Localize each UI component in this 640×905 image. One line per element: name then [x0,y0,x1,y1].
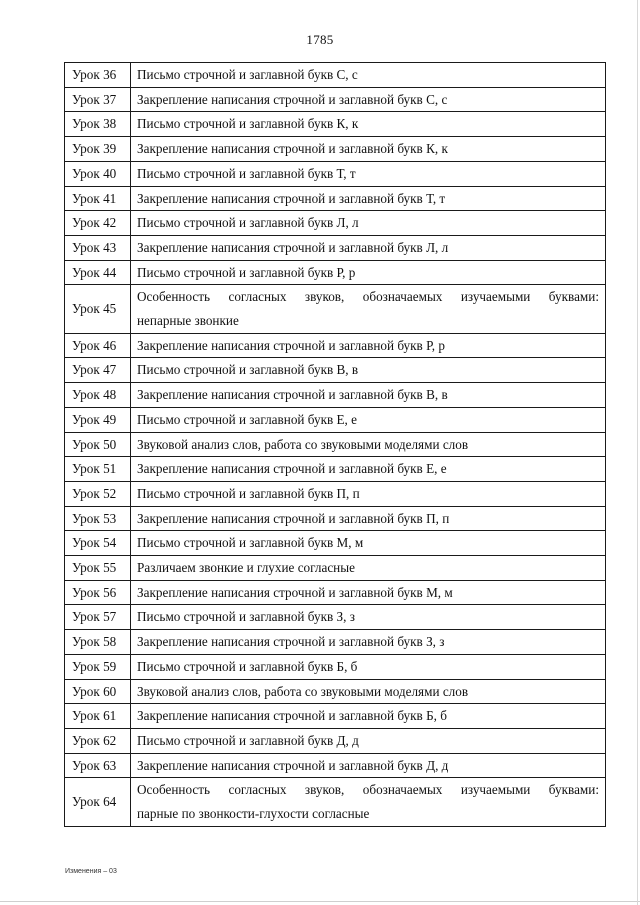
lessons-table-body [65,63,606,827]
lesson-topic: Письмо строчной и заглавной букв К, к [131,112,606,137]
lesson-topic: Письмо строчной и заглавной букв Б, б [131,654,606,679]
lesson-number: Урок 47 [65,358,131,383]
lesson-topic-line: парные по звонкости-глухости согласные [137,806,370,822]
lesson-number: Урок 38 [65,112,131,137]
lesson-topic: Закрепление написания строчной и заглавной букв Т, т [131,186,606,211]
lesson-topic: Письмо строчной и заглавной букв В, в [131,358,606,383]
table-row [65,630,606,655]
table-row [65,63,606,88]
table-row [65,137,606,162]
table-row [65,531,606,556]
table-row [65,605,606,630]
lesson-number: Урок 50 [65,432,131,457]
lesson-topic: Письмо строчной и заглавной букв Л, л [131,211,606,236]
lesson-number: Урок 61 [65,704,131,729]
lesson-topic: Закрепление написания строчной и заглавной букв Б, б [131,704,606,729]
lesson-topic-line: Особенность согласных звуков, обозначаемых изучаемыми буквами: [137,289,599,305]
table-row [65,679,606,704]
lesson-number: Урок 56 [65,580,131,605]
lesson-number: Урок 54 [65,531,131,556]
lesson-number: Урок 40 [65,161,131,186]
table-row [65,186,606,211]
table-row [65,285,606,333]
table-row [65,358,606,383]
lesson-topic: Звуковой анализ слов, работа со звуковыми моделями слов [131,679,606,704]
lesson-topic: Письмо строчной и заглавной букв Е, е [131,407,606,432]
lesson-number: Урок 37 [65,87,131,112]
lesson-number: Урок 36 [65,63,131,88]
table-row [65,112,606,137]
table-row [65,161,606,186]
lesson-number: Урок 51 [65,457,131,482]
scan-right-edge [637,0,638,905]
lesson-topic [131,285,606,333]
lesson-topic-line: Особенность согласных звуков, обозначаемых изучаемыми буквами: [137,782,599,798]
lesson-number: Урок 64 [65,778,131,826]
lesson-number: Урок 53 [65,506,131,531]
table-row [65,457,606,482]
revision-footer: Изменения – 03 [65,868,117,875]
lesson-topic: Письмо строчной и заглавной букв Р, р [131,260,606,285]
table-row [65,753,606,778]
lesson-number: Урок 39 [65,137,131,162]
lesson-number: Урок 58 [65,630,131,655]
table-row [65,481,606,506]
lesson-topic: Закрепление написания строчной и заглавной букв Л, л [131,235,606,260]
table-row [65,333,606,358]
table-row [65,728,606,753]
lessons-table [64,62,606,827]
lesson-number: Урок 52 [65,481,131,506]
lesson-number: Урок 62 [65,728,131,753]
table-row [65,260,606,285]
lesson-number: Урок 44 [65,260,131,285]
lesson-topic: Письмо строчной и заглавной букв Т, т [131,161,606,186]
page-number: 1785 [306,32,334,47]
lesson-topic: Различаем звонкие и глухие согласные [131,556,606,581]
lesson-number: Урок 42 [65,211,131,236]
table-row [65,383,606,408]
table-row [65,211,606,236]
lesson-number: Урок 57 [65,605,131,630]
lesson-topic: Закрепление написания строчной и заглавной букв М, м [131,580,606,605]
lesson-topic: Письмо строчной и заглавной букв П, п [131,481,606,506]
lesson-number: Урок 59 [65,654,131,679]
lesson-topic: Закрепление написания строчной и заглавной букв С, с [131,87,606,112]
lesson-number: Урок 43 [65,235,131,260]
lesson-number: Урок 46 [65,333,131,358]
lesson-topic: Закрепление написания строчной и заглавной букв Е, е [131,457,606,482]
lesson-topic: Закрепление написания строчной и заглавной букв Д, д [131,753,606,778]
lesson-topic: Звуковой анализ слов, работа со звуковыми моделями слов [131,432,606,457]
scan-bottom-edge [0,901,640,902]
table-row [65,556,606,581]
lesson-topic: Закрепление написания строчной и заглавной букв Р, р [131,333,606,358]
lesson-number: Урок 49 [65,407,131,432]
table-row [65,235,606,260]
lesson-number: Урок 48 [65,383,131,408]
lesson-topic: Письмо строчной и заглавной букв З, з [131,605,606,630]
table-row [65,580,606,605]
table-row [65,654,606,679]
lesson-topic: Письмо строчной и заглавной букв С, с [131,63,606,88]
lesson-topic: Закрепление написания строчной и заглавной букв К, к [131,137,606,162]
lesson-topic-line: непарные звонкие [137,313,239,329]
table-row [65,778,606,826]
lesson-topic: Закрепление написания строчной и заглавной букв В, в [131,383,606,408]
table-row [65,506,606,531]
lesson-number: Урок 41 [65,186,131,211]
lesson-topic: Закрепление написания строчной и заглавной букв П, п [131,506,606,531]
lesson-number: Урок 45 [65,285,131,333]
lesson-number: Урок 60 [65,679,131,704]
table-row [65,87,606,112]
lesson-topic: Письмо строчной и заглавной букв Д, д [131,728,606,753]
table-row [65,432,606,457]
table-row [65,407,606,432]
lesson-topic [131,778,606,826]
lesson-topic: Закрепление написания строчной и заглавной букв З, з [131,630,606,655]
lesson-topic: Письмо строчной и заглавной букв М, м [131,531,606,556]
lesson-number: Урок 63 [65,753,131,778]
table-row [65,704,606,729]
lesson-number: Урок 55 [65,556,131,581]
